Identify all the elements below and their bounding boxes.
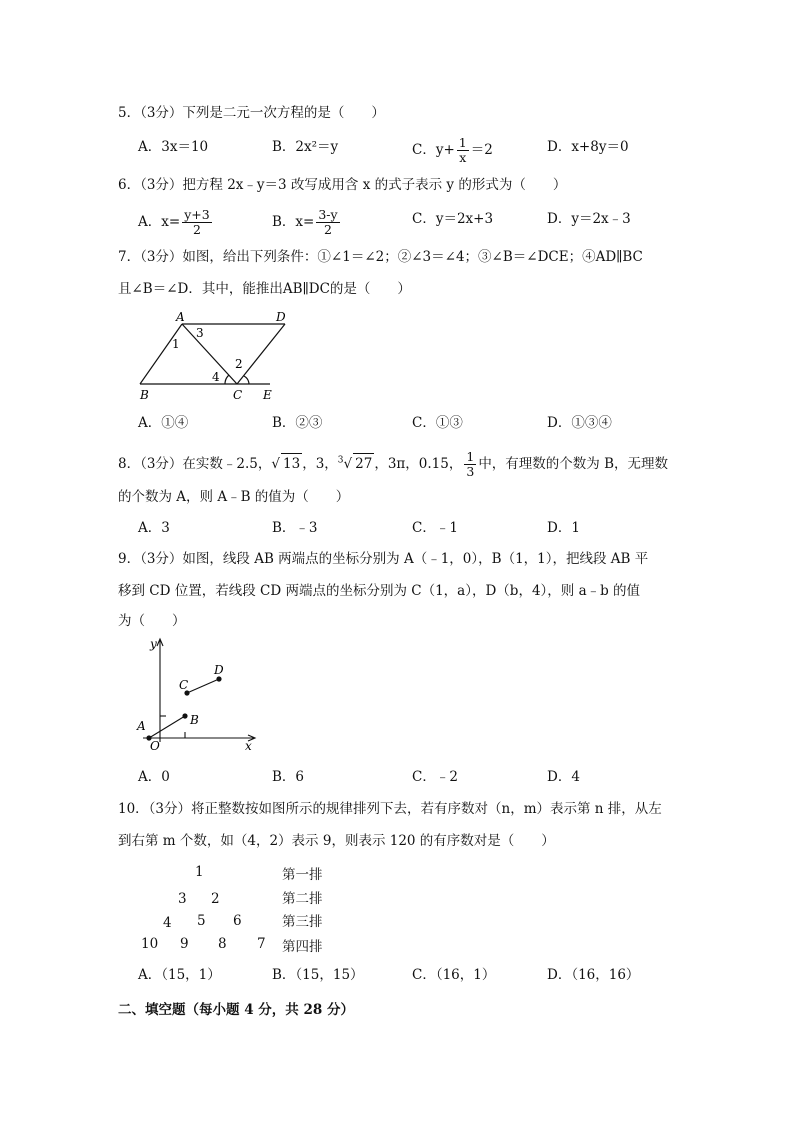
- line-ab: [140, 324, 182, 384]
- q7-option-d[interactable]: D．①③④: [547, 415, 612, 431]
- fig-label-b: B: [140, 388, 149, 402]
- section-2-heading: 二、填空题（每小题 4 分，共 28 分）: [118, 1002, 354, 1018]
- triangle-number: 1: [195, 864, 204, 880]
- q5-option-c[interactable]: [412, 136, 493, 165]
- q9-option-d[interactable]: D．4: [547, 769, 580, 785]
- q6-option-c[interactable]: C．y＝2x+3: [412, 211, 494, 227]
- triangle-number: 5: [197, 913, 206, 929]
- angle-2-arc: [244, 376, 249, 384]
- q8-option-d[interactable]: D．1: [547, 520, 580, 536]
- q10-option-d[interactable]: D．（16，16）: [547, 967, 640, 983]
- q10-option-b[interactable]: B．（15，15）: [272, 967, 364, 983]
- fraction-denominator: 2: [324, 222, 332, 237]
- q8-option-b[interactable]: B．﹣3: [272, 520, 318, 536]
- q5-option-b[interactable]: B．2x²＝y: [272, 139, 339, 155]
- triangle-number: 4: [163, 915, 172, 931]
- q6-option-b-pre: B．x=: [272, 214, 315, 230]
- fig-angle-2: 2: [235, 357, 243, 371]
- point-c-label: C: [179, 678, 189, 692]
- row-label: 第二排: [282, 891, 323, 907]
- segment-cd: [187, 679, 219, 693]
- q5-options: [138, 135, 698, 165]
- q8-one-third-fraction: [464, 450, 476, 479]
- q8-stem-line1: [118, 450, 668, 479]
- q6-option-a[interactable]: [138, 208, 214, 237]
- q9-stem-line2: 移到 CD 位置，若线段 CD 两端点的坐标分别为 C（1，a），D（b，4），则 a﹣b 的值: [118, 583, 641, 599]
- q7-option-a[interactable]: A．①④: [138, 415, 189, 431]
- q8-cube-root-radicand: 27: [353, 453, 374, 474]
- q9-stem-line3: 为（ ）: [118, 613, 186, 629]
- q10-stem-line1: 10．（3分）将正整数按如图所示的规律排列下去，若有序数对（n，m）表示第 n 排，从左: [118, 801, 662, 817]
- origin-label: O: [150, 739, 160, 752]
- q8-cube-root-index: 3: [337, 455, 344, 466]
- fraction-numerator: 3-y: [318, 207, 338, 222]
- q7-stem-line2: 且∠B＝∠D．其中，能推出AB∥DC的是（ ）: [118, 281, 411, 297]
- triangle-number: 10: [141, 936, 159, 952]
- point-b: [182, 713, 187, 718]
- triangle-number: 2: [211, 891, 220, 907]
- q10-option-a[interactable]: A．（15，1）: [138, 967, 221, 983]
- axis-label-x: x: [245, 739, 252, 752]
- fraction-numerator: 1: [458, 135, 467, 150]
- q8-option-c[interactable]: C．﹣1: [412, 520, 458, 536]
- triangle-number: 8: [218, 936, 227, 952]
- triangle-number: 7: [257, 936, 266, 952]
- q5-option-c-pre: C．y+: [412, 142, 455, 158]
- triangle-number: 6: [233, 913, 242, 929]
- q7-parallelogram-figure: [130, 306, 290, 404]
- triangle-number: 3: [178, 891, 187, 907]
- fig-angle-1: 1: [172, 337, 180, 351]
- fraction-denominator: 2: [192, 222, 201, 237]
- q8-stem-part-c: ，3π，0.15，: [374, 456, 463, 472]
- q10-options: [138, 964, 698, 986]
- q9-coordinate-figure: [135, 634, 265, 752]
- q10-option-c[interactable]: C．（16，1）: [412, 967, 496, 983]
- q8-stem-part-d: 中，有理数的个数为 B，无理数: [478, 456, 669, 472]
- q9-option-a[interactable]: A．0: [138, 769, 170, 785]
- q5-option-c-post: ＝2: [470, 142, 493, 158]
- fig-label-a: A: [176, 310, 185, 324]
- row-label: 第三排: [282, 914, 323, 930]
- q8-options: [138, 517, 698, 539]
- q5-option-a[interactable]: A．3x＝10: [138, 139, 209, 155]
- fraction-numerator: 1: [466, 449, 475, 464]
- q6-option-b-fraction: [316, 208, 339, 237]
- q10-number-triangle: [0, 860, 400, 960]
- angle-4-arc: [225, 375, 229, 384]
- q5-stem: 5．（3分）下列是二元一次方程的是（ ）: [118, 105, 385, 121]
- q6-option-d[interactable]: D．y＝2x﹣3: [547, 211, 631, 227]
- q7-option-c[interactable]: C．①③: [412, 415, 463, 431]
- q9-stem-line1: 9．（3分）如图，线段 AB 两端点的坐标分别为 A（﹣1，0），B（1，1），把线段 AB 平: [118, 551, 649, 567]
- point-d-label: D: [214, 663, 224, 677]
- q6-option-a-fraction: [182, 208, 212, 237]
- fig-label-c: C: [233, 388, 243, 402]
- fraction-denominator: 3: [466, 464, 475, 479]
- row-label: 第一排: [282, 867, 323, 883]
- row-label: 第四排: [282, 939, 323, 955]
- q7-stem-line1: 7．（3分）如图，给出下列条件：①∠1＝∠2；②∠3＝∠4；③∠B＝∠DCE；④AD∥BC: [118, 249, 643, 265]
- q8-sqrt13-radicand: 13: [281, 453, 302, 474]
- q6-option-b[interactable]: [272, 208, 342, 237]
- q8-stem-part-a: 8．（3分）在实数﹣2.5，: [118, 456, 272, 472]
- fraction-numerator: y+3: [184, 207, 210, 222]
- q8-stem-part-b: ，3，: [302, 456, 338, 472]
- line-cd: [237, 324, 285, 384]
- sqrt-sign: √: [271, 456, 281, 472]
- q6-options: [138, 207, 698, 237]
- point-b-label: B: [190, 713, 199, 727]
- sqrt-sign: √: [343, 456, 353, 472]
- q5-option-c-fraction: [457, 136, 469, 165]
- q7-option-b[interactable]: B．②③: [272, 415, 323, 431]
- q6-stem: 6．（3分）把方程 2x﹣y＝3 改写成用含 x 的式子表示 y 的形式为（ ）: [118, 177, 567, 193]
- q8-option-a[interactable]: A．3: [138, 520, 170, 536]
- triangle-number: 9: [180, 936, 189, 952]
- fraction-denominator: x: [459, 150, 467, 165]
- q6-option-a-pre: A．x=: [138, 214, 181, 230]
- axis-label-y: y: [150, 637, 157, 651]
- q9-option-c[interactable]: C．﹣2: [412, 769, 458, 785]
- fig-angle-3: 3: [196, 326, 204, 340]
- q8-stem-line2: 的个数为 A，则 A﹣B 的值为（ ）: [118, 489, 350, 505]
- fig-angle-4: 4: [212, 370, 220, 384]
- point-a-label: A: [137, 719, 146, 733]
- q5-option-d[interactable]: D．x+8y＝0: [547, 139, 629, 155]
- segment-ab: [149, 716, 185, 738]
- fig-label-d: D: [276, 310, 286, 324]
- point-d: [216, 676, 221, 681]
- q9-option-b[interactable]: B．6: [272, 769, 305, 785]
- q7-options: [138, 412, 698, 434]
- fig-label-e: E: [263, 388, 272, 402]
- q10-stem-line2: 到右第 m 个数，如（4，2）表示 9，则表示 120 的有序数对是（ ）: [118, 833, 555, 849]
- q9-options: [138, 766, 698, 788]
